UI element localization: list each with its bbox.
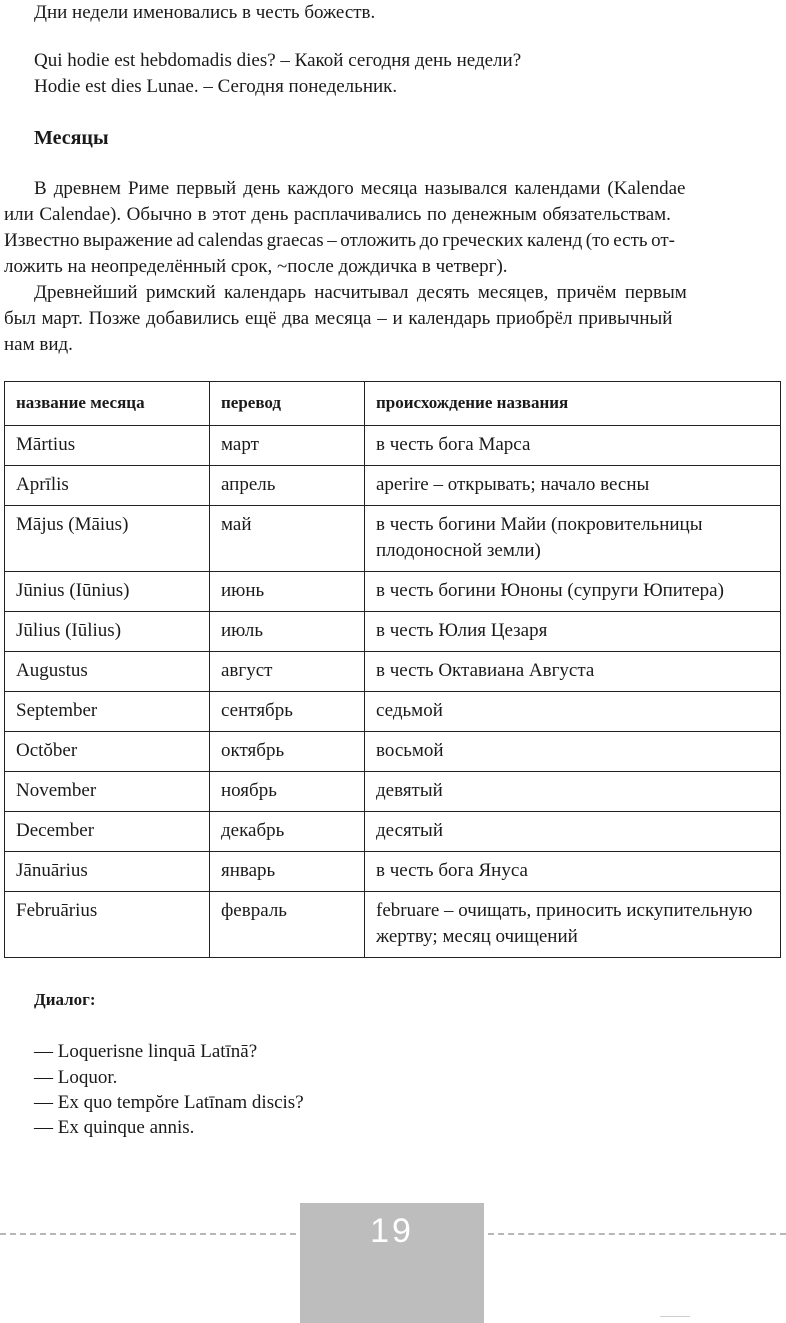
dialog-line: — Loquerisne linquā Latīnā? [34, 1041, 258, 1062]
month-latin: Mārtius [5, 426, 210, 466]
page-number-box [300, 1203, 484, 1323]
paragraph-line: нам вид. [4, 334, 73, 355]
month-translation: апрель [210, 466, 365, 506]
section-title: Месяцы [34, 127, 109, 149]
column-header: перевод [210, 382, 365, 426]
month-latin: December [5, 812, 210, 852]
month-origin: februare – очищать, приносить искупительную жертву; месяц очищений [365, 892, 781, 958]
dialog-title: Диалог: [34, 990, 96, 1009]
month-latin: Jānuārius [5, 852, 210, 892]
footer-divider-left [0, 1233, 296, 1235]
intro-line: Дни недели именовались в честь божеств. [34, 2, 376, 23]
table-row [5, 732, 781, 772]
paragraph-line: ложить на неопределённый срок, ~после дождичка в четверг). [4, 256, 508, 277]
table-row [5, 466, 781, 506]
month-translation: март [210, 426, 365, 466]
paragraph-line: был март. Позже добавились ещё два месяца – и календарь приобрёл привычный [4, 308, 673, 329]
paragraph-line: или Calendae). Обычно в этот день расплачивались по денежным обязательствам. [4, 204, 671, 225]
month-latin: Jūnius (Iūnius) [5, 572, 210, 612]
month-origin: в честь бога Марса [365, 426, 781, 466]
months-table [4, 381, 781, 958]
month-translation: февраль [210, 892, 365, 958]
dialog-line: — Loquor. [34, 1067, 118, 1088]
page-number: 19 [370, 1212, 414, 1250]
table-row [5, 852, 781, 892]
month-translation: июль [210, 612, 365, 652]
month-translation: август [210, 652, 365, 692]
paragraph-line: Известно выражение ad calendas graecas – отложить до греческих календ (то есть от- [4, 230, 675, 251]
month-latin: Aprīlis [5, 466, 210, 506]
table-row [5, 812, 781, 852]
month-latin: November [5, 772, 210, 812]
example-answer: Hodie est dies Lunae. – Сегодня понедельник. [34, 76, 398, 97]
column-header: название месяца [5, 382, 210, 426]
month-origin: десятый [365, 812, 781, 852]
month-latin: Februārius [5, 892, 210, 958]
paragraph-line: Древнейший римский календарь насчитывал десять месяцев, причём первым [34, 282, 687, 303]
month-origin: aperire – открывать; начало весны [365, 466, 781, 506]
month-translation: январь [210, 852, 365, 892]
month-origin: седьмой [365, 692, 781, 732]
month-translation: сентябрь [210, 692, 365, 732]
footer-divider-right [488, 1233, 786, 1235]
dialog-line: — Ex quinque annis. [34, 1117, 195, 1138]
table-row [5, 572, 781, 612]
table-row [5, 692, 781, 732]
month-origin: в честь богини Юноны (супруги Юпитера) [365, 572, 781, 612]
table-row [5, 506, 781, 572]
month-translation: май [210, 506, 365, 572]
month-origin: восьмой [365, 732, 781, 772]
month-origin: в честь богини Майи (покровительницы плодоносной земли) [365, 506, 781, 572]
paragraph-line: В древнем Риме первый день каждого месяца назывался календами (Kalendae [34, 178, 686, 199]
table-row [5, 652, 781, 692]
month-latin: September [5, 692, 210, 732]
month-origin: в честь Юлия Цезаря [365, 612, 781, 652]
month-latin: Augustus [5, 652, 210, 692]
month-latin: Jūlius (Iūlius) [5, 612, 210, 652]
month-translation: декабрь [210, 812, 365, 852]
table-header-row [5, 382, 781, 426]
month-translation: октябрь [210, 732, 365, 772]
table-row [5, 772, 781, 812]
month-origin: девятый [365, 772, 781, 812]
table-row [5, 892, 781, 958]
month-latin: Octŏber [5, 732, 210, 772]
month-latin: Mājus (Māius) [5, 506, 210, 572]
print-mark [660, 1316, 690, 1317]
month-origin: в честь бога Януса [365, 852, 781, 892]
example-question: Qui hodie est hebdomadis dies? – Какой сегодня день недели? [34, 50, 522, 71]
dialog-line: — Ex quo tempŏre Latīnam discis? [34, 1092, 304, 1113]
month-translation: июнь [210, 572, 365, 612]
table-row [5, 612, 781, 652]
column-header: происхождение названия [365, 382, 781, 426]
month-origin: в честь Октавиана Августа [365, 652, 781, 692]
table-row [5, 426, 781, 466]
month-translation: ноябрь [210, 772, 365, 812]
